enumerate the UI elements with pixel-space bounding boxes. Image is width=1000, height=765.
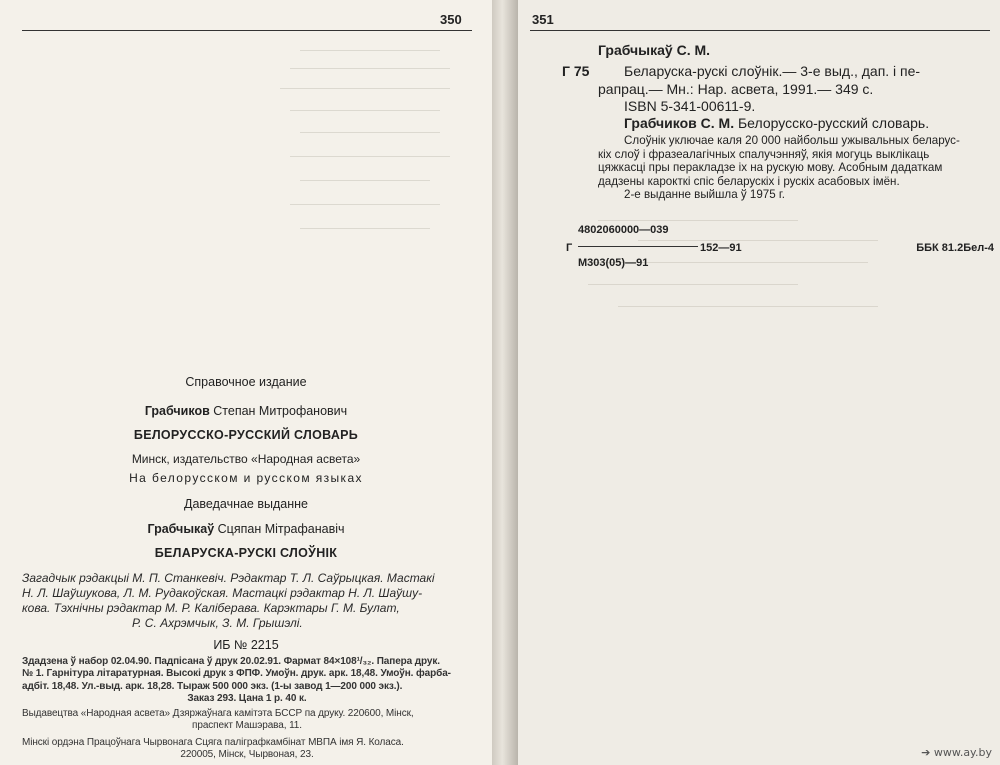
catalog-author: Грабчыкаў С. М. <box>598 42 711 58</box>
author-ru-surname: Грабчиков <box>144 404 210 418</box>
abstract-line: цяжкасці пры перакладзе іх на рускую мову. Асобным дадаткам <box>598 161 943 174</box>
author-by <box>0 522 492 536</box>
code-rule <box>578 246 698 247</box>
right-page <box>518 0 1000 765</box>
page-number-right: 351 <box>532 12 554 27</box>
bbk-code: ББК 81.2Бел-4 <box>916 242 994 254</box>
header-rule-right <box>530 30 990 31</box>
ru-title: Белорусско-русский словарь. <box>737 115 930 131</box>
publisher-line: праспект Машэрава, 11. <box>192 720 302 732</box>
author-ru-given: Степан Митрофанович <box>213 404 348 418</box>
printer-info <box>22 737 472 762</box>
title-ru: БЕЛОРУССКО-РУССКИЙ СЛОВАРЬ <box>133 428 359 442</box>
watermark-text: www.ay.by <box>933 746 992 759</box>
label-by: Даведачнае выданне <box>184 497 308 511</box>
author-ru <box>0 404 492 418</box>
publisher-info <box>22 708 472 733</box>
abstract-line: дадзены карокткі спіс беларускіх і рускіх асабовых імён. <box>598 174 900 188</box>
author-by-given: Сцяпан Мітрафанавіч <box>217 522 345 536</box>
edition-note: 2-е выданне выйшла ў 1975 г. <box>624 188 785 201</box>
code-right: 152—91 <box>700 242 742 254</box>
print-line: № 1. Гарнітура літаратурная. Высокі друк з ФПФ. Умоўн. друк. арк. 18,48. Умоўн. фарба- <box>22 668 451 680</box>
abstract-line: кіх слоў і фразеалагічных спалучэнняў, якія могуць выклікаць <box>598 147 930 161</box>
isbn: ISBN 5-341-00611-9. <box>624 98 756 114</box>
abstract-line: Слоўнік уключае каля 20 000 найбольш ужывальных беларус- <box>624 134 960 147</box>
catalog-desc-1: Беларуска-рускі слоўнік.— 3-е выд., дап. і пе- <box>624 63 921 79</box>
credits <box>22 571 472 631</box>
languages-ru: На белорусском и русском языках <box>129 471 363 485</box>
code-bottom: М303(05)—91 <box>578 257 649 269</box>
catalog-code: Г 75 <box>562 63 590 79</box>
ib-number: ИБ № 2215 <box>213 638 279 652</box>
print-line: Здадзена ў набор 02.04.90. Падпісана ў друк 20.02.91. Фармат 84×108¹/₃₂. Папера друк. <box>22 656 440 667</box>
print-line: Заказ 293. Цана 1 р. 40 к. <box>187 693 307 705</box>
label-ru: Справочное издание <box>185 375 307 389</box>
credits-line: кова. Тэхнічны рэдактар М. Р. Каліберава. Карэктары Г. М. Булат, <box>22 601 400 615</box>
code-top: 4802060000—039 <box>578 224 669 236</box>
ru-author: Грабчиков С. М. <box>624 115 735 131</box>
book-spine <box>492 0 518 765</box>
ru-entry <box>624 115 929 131</box>
credits-line: Н. Л. Шаўшукова, Л. М. Рудакоўская. Мастацкі рэдактар Н. Л. Шаўшу- <box>22 586 423 600</box>
printer-line: Мінскі ордэна Працоўнага Чырвонага Сцяга паліграфкамбінат МВПА імя Я. Коласа. <box>22 737 404 748</box>
credits-line: Загадчык рэдакцыі М. П. Станкевіч. Рэдактар Т. Л. Саўрыцкая. Мастакі <box>22 571 435 585</box>
title-by: БЕЛАРУСКА-РУСКІ СЛОЎНІК <box>154 546 338 560</box>
page-number-left: 350 <box>440 12 462 27</box>
credits-line: Р. С. Ахрэмчык, З. М. Грышэлі. <box>132 616 303 630</box>
publisher-ru: Минск, издательство «Народная асвета» <box>131 452 361 466</box>
catalog-desc-2: рапрац.— Мн.: Нар. асвета, 1991.— 349 с. <box>598 81 874 97</box>
abstract <box>598 134 990 202</box>
left-page <box>0 0 492 765</box>
author-by-surname: Грабчыкаў <box>147 522 215 536</box>
print-line: адбіт. 18,48. Ул.-выд. арк. 18,28. Тыраж 500 000 экз. (1-ы завод 1—200 000 экз.). <box>22 680 403 692</box>
watermark-arrow-icon: ➔ <box>921 746 931 759</box>
header-rule-left <box>22 30 472 31</box>
printer-line: 220005, Мінск, Чырвоная, 23. <box>180 749 314 761</box>
watermark <box>921 746 992 759</box>
code-letter: Г <box>566 242 573 254</box>
publisher-line: Выдавецтва «Народная асвета» Дзяржаўнага камітэта БССР па друку. 220600, Мінск, <box>22 708 414 719</box>
print-details <box>22 656 472 706</box>
